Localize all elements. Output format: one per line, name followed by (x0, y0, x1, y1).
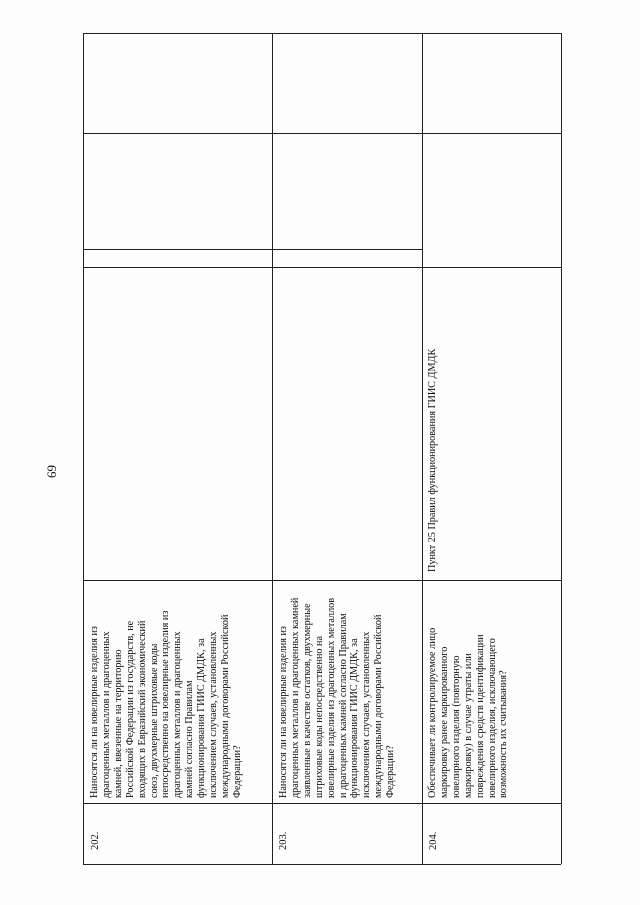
table-border-top (83, 33, 561, 34)
row-question: Обеспечивает ли контролируемое лицо маркировку ранее маркированного ювелирного изделия (повторную маркировку) в случае утраты или повреждения средств идентификации ювелирного изделия, исключающего возможность их считывания? (427, 627, 510, 798)
col-divider (272, 33, 273, 864)
page-number-wrap (28, 440, 59, 478)
page-number: 69 (44, 465, 59, 478)
col-divider (422, 33, 423, 864)
table-border-right (561, 33, 562, 864)
row-divider (83, 249, 422, 250)
row-question: Наносятся ли на ювелирные изделия из драгоценных металлов и драгоценных камней заявленные в качестве остатков, двухмерные штриховые коды непосредственно на ювелирные изделия из драгоценных металлов и драгоценных камней согласно Правилам функционирования ГИИС ДМДК, за исключением случаев, установленных международными договорами Российской Федерации? (278, 597, 397, 798)
table-border-bottom (83, 864, 561, 865)
row-number: 203. (278, 831, 289, 850)
row-divider (83, 267, 561, 268)
row-divider (83, 133, 561, 134)
row-number: 204. (428, 831, 439, 850)
row-question: Наносятся ли на ювелирные изделия из драгоценных металлов и драгоценных камней, ввезенные на территорию Российской Федерации из государств, не входящих в Евразийский экономический союз, двухмерные штриховые коды непосредственно на ювелирные изделия из драгоценных металлов и драгоценных камней согласно Правилам функционирования ГИИС ДМДК, за исключением случаев, установленных международными договорами Российской Федерации? (89, 610, 243, 798)
row-number: 202. (90, 831, 101, 850)
table-border-left (83, 33, 84, 864)
row-reference: Пункт 25 Правил функционирования ГИИС ДМДК (427, 348, 438, 572)
row-divider (83, 803, 561, 804)
